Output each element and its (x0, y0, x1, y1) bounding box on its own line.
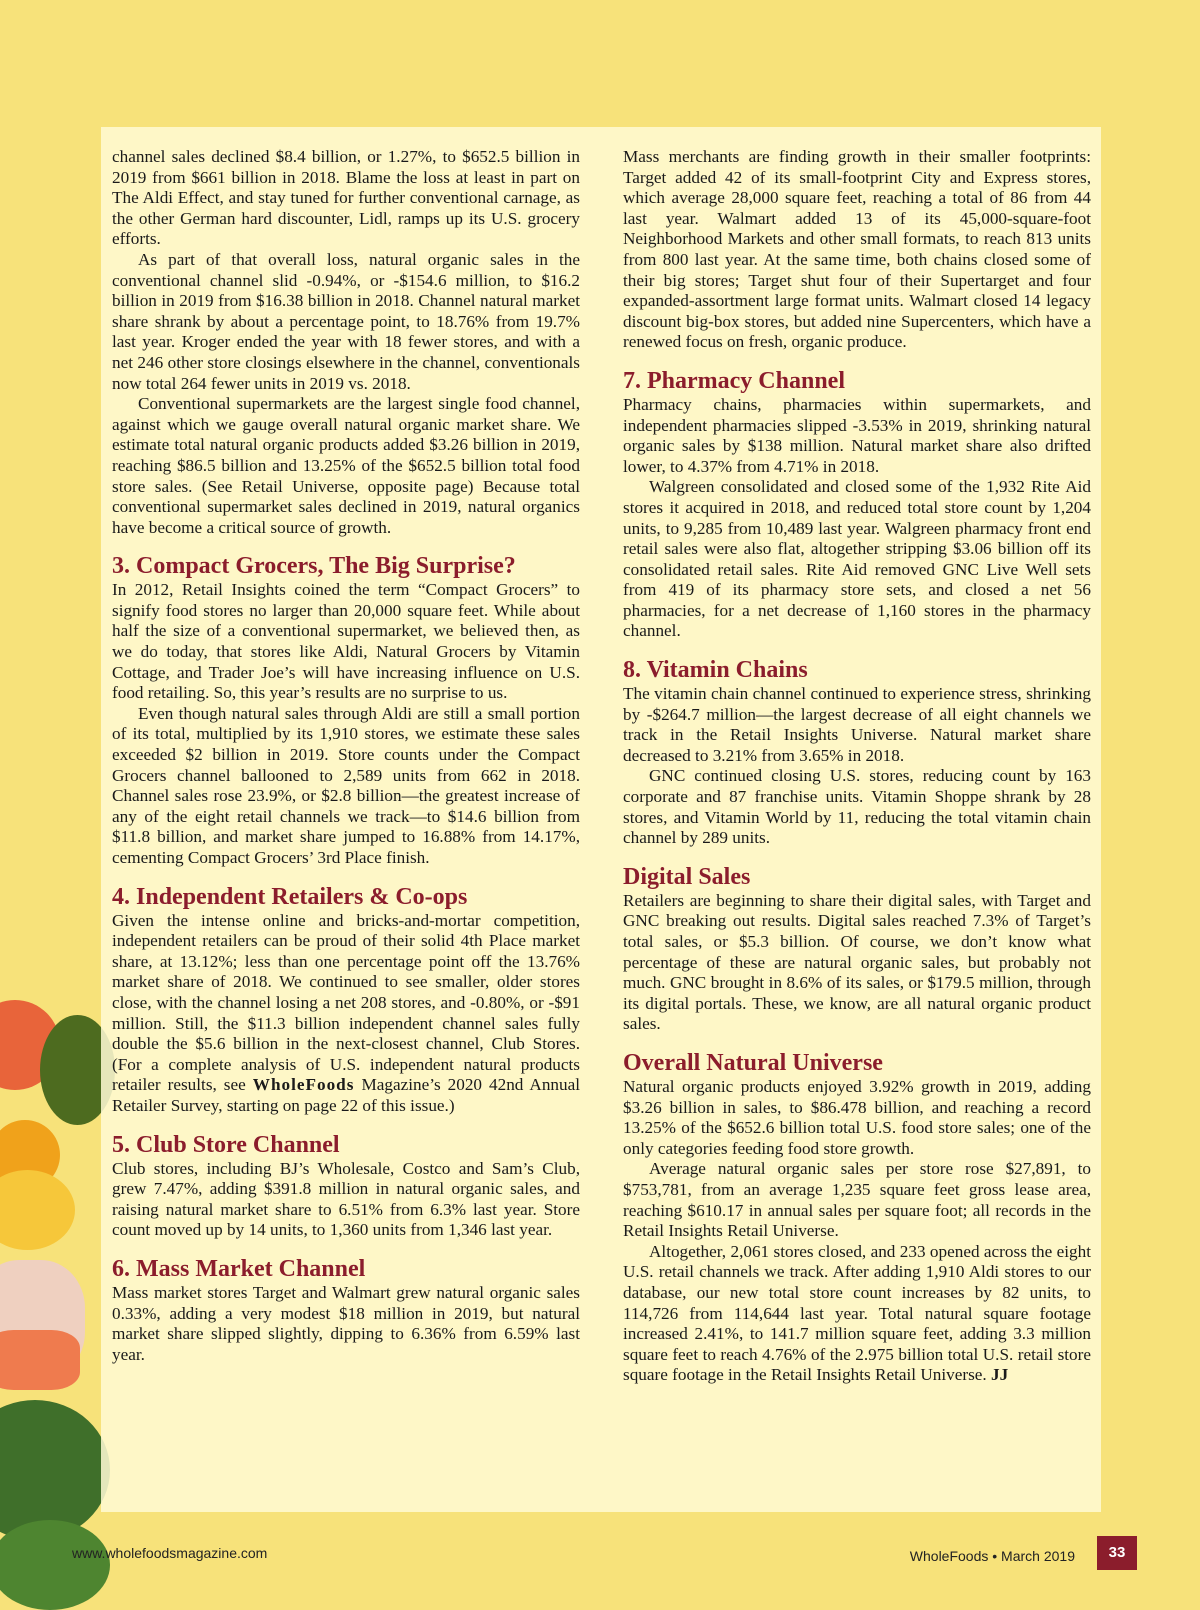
paragraph: Average natural organic sales per store rose $27,891, to $753,781, from an average 1,235 square feet gross lease area, reaching $610.17 in annual sales per square foot; all records in the Retail Insights Retail Universe. (623, 1159, 1091, 1241)
paragraph: Conventional supermarkets are the largest single food channel, against which we gauge overall natural organic market share. We estimate total natural organic products added $3.26 billion in 2019, reaching $86.5 billion and 13.25% of the $652.5 billion total food store sales. (See Retail Universe, opposite page) Because total conventional supermarket sales declined in 2019, natural organics have become a critical source of growth. (112, 394, 580, 537)
article-column-left (112, 147, 580, 1365)
paragraph: Natural organic products enjoyed 3.92% growth in 2019, adding $3.26 billion in sales, to $86.478 billion, and reaching a record 13.25% of the $652.6 billion total U.S. food store sales; one of the only categories feeding food store growth. (623, 1076, 1091, 1158)
paragraph: Retailers are beginning to share their digital sales, with Target and GNC breaking out results. Digital sales reached 7.3% of Target’s total sales, or $5.3 billion. Of course, we don’t know what percentage of these are natural organic sales, but probably not much. GNC brought in 8.6% of its sales, or $179.5 million, through its digital portals. These, we know, are all natural organic product sales. (623, 890, 1091, 1034)
section-heading: 5. Club Store Channel (112, 1131, 340, 1158)
paragraph-text: Given the intense online and bricks-and-mortar competition, independent retailers can be proud of their solid 4th Place market share, at 13.12%; less than one percentage point off the 13.76% market share of 2018. We continued to see smaller, older stores close, with the channel losing a net 208 stores, and -0.80%, or -$91 million. Still, the $11.3 billion independent channel sales fully double the $5.6 billion in the next-closest channel, Club Stores. (For a complete analysis of U.S. independent natural products retailer results, see (112, 910, 580, 1095)
footer-magazine-date: WholeFoods • March 2019 (909, 1548, 1075, 1564)
paragraph: Mass market stores Target and Walmart grew natural organic sales 0.33%, adding a very modest $18 million in 2019, but natural market share slipped slightly, dipping to 6.36% from 6.59% last year. (112, 1282, 580, 1364)
paragraph: In 2012, Retail Insights coined the term “Compact Grocers” to signify food stores no larger than 20,000 square feet. While about half the size of a conventional supermarket, we believed then, as we do today, that stores like Aldi, Natural Grocers by Vitamin Cottage, and Trader Joe’s will have increasing influence on U.S. food retailing. So, this year’s results are no surprise to us. (112, 580, 580, 703)
section-heading: 3. Compact Grocers, The Big Surprise? (112, 553, 516, 580)
paragraph-text: Magazine’s 2020 42nd Annual Retailer Survey, starting on page 22 of this issue.) (112, 1075, 581, 1115)
paragraph: Even though natural sales through Aldi are still a small portion of its total, multiplied by its 1,910 stores, we estimate these sales exceeded $2 billion in 2019. Store counts under the Compact Grocers channel ballooned to 2,589 units from 662 in 2018. Channel sales rose 23.9%, or $2.8 billion—the greatest increase of any of the eight retail channels we track—to $14.6 billion from $11.8 billion, and market share jumped to 16.88% from 14.17%, cementing Compact Grocers’ 3rd Place finish. (112, 703, 580, 867)
article-column-right (623, 147, 1091, 1386)
section-heading: 8. Vitamin Chains (623, 657, 808, 684)
page-number: 33 (1097, 1536, 1137, 1570)
author-signoff: JJ (991, 1365, 1009, 1385)
section-heading: 4. Independent Retailers & Co-ops (112, 883, 468, 910)
magazine-name: WholeFoods (252, 1075, 355, 1095)
footer-url: www.wholefoodsmagazine.com (72, 1545, 268, 1561)
paragraph: GNC continued closing U.S. stores, reducing count by 163 corporate and 87 franchise units. Vitamin Shoppe shrank by 28 stores, and Vitamin World by 11, reducing the total vitamin chain channel by 289 units. (623, 766, 1091, 848)
paragraph (112, 911, 580, 1117)
section-heading: Digital Sales (623, 863, 751, 890)
paragraph: Club stores, including BJ’s Wholesale, Costco and Sam’s Club, grew 7.47%, adding $391.8 million in natural organic sales, and raising natural market share to 6.51% from 6.3% last year. Store count moved up by 14 units, to 1,360 units from 1,346 last year. (112, 1158, 580, 1240)
paragraph: Mass merchants are finding growth in their smaller footprints: Target added 42 of its small-footprint City and Express stores, which average 28,000 square feet, reaching a total of 86 from 44 last year. Walmart added 13 of its 45,000-square-foot Neighborhood Markets and other small formats, to reach 813 units from 800 last year. At the same time, both chains closed some of their big stores; Target shut four of their Supertarget and four expanded-assortment large format units. Walmart closed 14 legacy discount big-box stores, but added nine Supercenters, which have a renewed focus on fresh, organic produce. (623, 147, 1091, 352)
section-heading: 6. Mass Market Channel (112, 1255, 366, 1282)
paragraph: Walgreen consolidated and closed some of the 1,932 Rite Aid stores it acquired in 2018, and reduced total store count by 1,204 units, to 9,285 from 10,489 last year. Walgreen pharmacy front end retail sales were also flat, altogether stripping $3.06 billion off its consolidated retail sales. Rite Aid removed GNC Live Well sets from 419 of its pharmacy store sets, and closed a net 56 pharmacies, for a net decrease of 1,160 stores in the pharmacy channel. (623, 477, 1091, 641)
paragraph: Pharmacy chains, pharmacies within supermarkets, and independent pharmacies slipped -3.53% in 2019, shrinking natural organic sales by $138 million. Natural market share also drifted lower, to 4.37% from 4.71% in 2018. (623, 394, 1091, 476)
section-heading: 7. Pharmacy Channel (623, 367, 845, 394)
paragraph: The vitamin chain channel continued to experience stress, shrinking by -$264.7 million—the largest decrease of all eight channels we track in the Retail Insights Universe. Natural market share decreased to 3.21% from 3.65% in 2018. (623, 684, 1091, 765)
paragraph-text: Altogether, 2,061 stores closed, and 233 opened across the eight U.S. retail channels we track. After adding 1,910 Aldi stores to our database, our new total store count increases by 82 units, to 114,726 from 114,644 last year. Total natural square footage increased 2.41%, to 141.7 million square feet, adding 3.3 million square feet to reach 4.76% of the 2.975 billion total U.S. retail store square footage in the Retail Insights Retail Universe. (623, 1241, 1091, 1385)
paragraph (623, 1242, 1091, 1386)
paragraph: As part of that overall loss, natural organic sales in the conventional channel slid -0.94%, or -$154.6 million, to $16.2 billion in 2019 from $16.38 billion in 2018. Channel natural market share shrank by about a percentage point, to 18.76% from 19.7% last year. Kroger ended the year with 18 fewer stores, and with a net 246 other store closings elsewhere in the channel, conventionals now total 264 fewer units in 2019 vs. 2018. (112, 249, 580, 393)
section-heading: Overall Natural Universe (623, 1049, 883, 1076)
paragraph: channel sales declined $8.4 billion, or 1.27%, to $652.5 billion in 2019 from $661 billion in 2018. Blame the loss at least in part on The Aldi Effect, and stay tuned for further conventional carnage, as the other German hard discounter, Lidl, ramps up its U.S. grocery efforts. (112, 147, 580, 249)
